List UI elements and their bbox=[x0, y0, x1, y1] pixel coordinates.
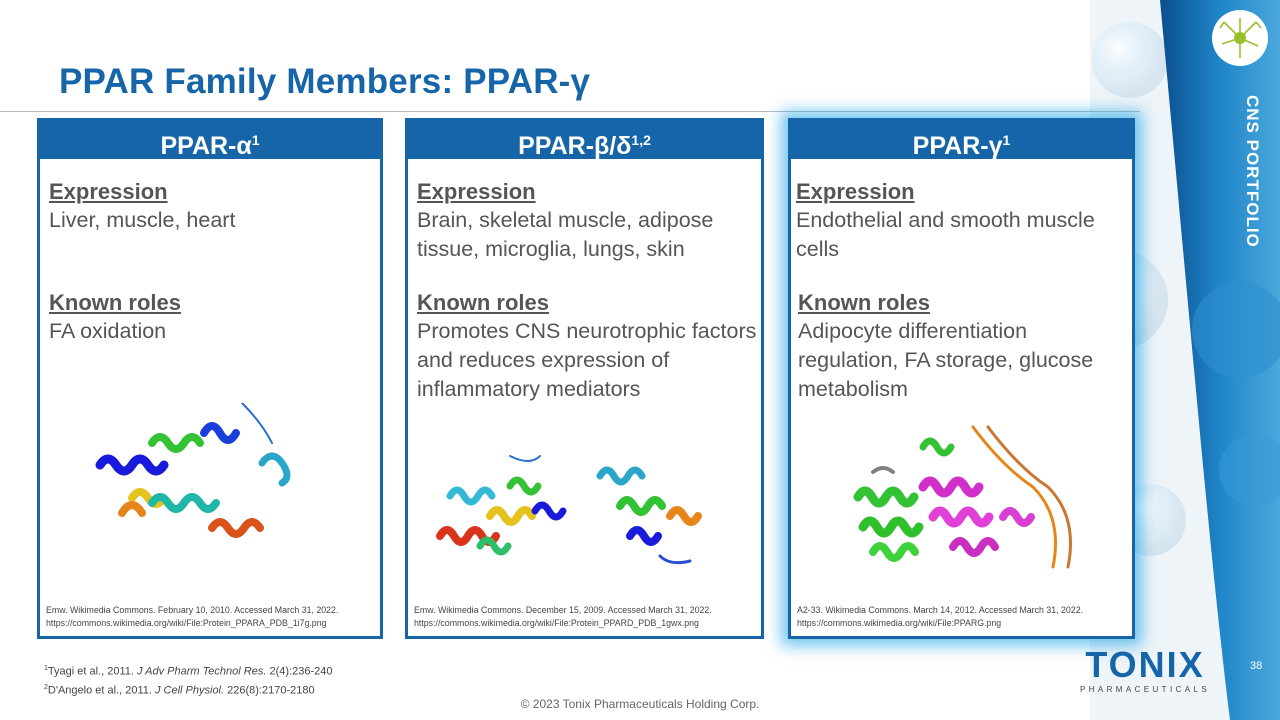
references bbox=[44, 661, 332, 698]
reference-authors: Tyagi et al., 2011. bbox=[47, 665, 137, 678]
protein-structure-image bbox=[853, 417, 1073, 582]
slide-title: PPAR Family Members: PPAR-γ bbox=[59, 62, 591, 101]
card-ppar-beta-delta bbox=[405, 118, 764, 639]
page-number: 38 bbox=[1250, 660, 1263, 672]
image-credit bbox=[46, 604, 376, 630]
header-superscript: 1,2 bbox=[631, 132, 651, 148]
protein-structure-image bbox=[430, 446, 720, 581]
expression-heading: Expression bbox=[796, 179, 915, 204]
credit-url: https://commons.wikimedia.org/wiki/File:Protein_PPARA_PDB_1i7g.png bbox=[46, 618, 327, 628]
reference-citation: 2(4):236-240 bbox=[266, 665, 333, 678]
header-superscript: 1 bbox=[251, 132, 260, 148]
card-header-text: PPAR-α bbox=[160, 132, 252, 160]
expression-heading: Expression bbox=[417, 179, 536, 204]
credit-url: https://commons.wikimedia.org/wiki/File:Protein_PPARD_PDB_1gwx.png bbox=[414, 618, 699, 628]
image-credit bbox=[414, 604, 757, 630]
card-header-text: PPAR-γ bbox=[912, 132, 1003, 160]
logo-subtitle: PHARMACEUTICALS bbox=[1079, 685, 1211, 694]
card-ppar-alpha bbox=[37, 118, 383, 639]
copyright-notice: © 2023 Tonix Pharmaceuticals Holding Corp. bbox=[520, 697, 760, 711]
card-header bbox=[40, 121, 380, 159]
cns-portfolio-label: CNS PORTFOLIO bbox=[1243, 94, 1262, 248]
known-roles-heading: Known roles bbox=[798, 290, 931, 315]
known-roles-text: FA oxidation bbox=[49, 319, 167, 343]
expression-heading: Expression bbox=[49, 179, 168, 204]
credit-line: Emw. Wikimedia Commons. December 15, 2009. Accessed March 31, 2022. bbox=[414, 605, 712, 615]
neuron-logo-icon bbox=[1212, 10, 1268, 66]
known-roles-heading: Known roles bbox=[49, 290, 182, 315]
card-header bbox=[791, 121, 1132, 159]
tonix-logo bbox=[1079, 645, 1211, 694]
reference-number: 1 bbox=[44, 665, 48, 672]
reference-citation: 226(8):2170-2180 bbox=[224, 684, 315, 697]
reference-authors: D'Angelo et al., 2011. bbox=[47, 684, 155, 697]
expression-text: Endothelial and smooth muscle cells bbox=[796, 208, 1095, 261]
known-roles-text: Promotes CNS neurotrophic factors and reduces expression of inflammatory mediators bbox=[417, 319, 757, 401]
reference-journal: J Cell Physiol. bbox=[154, 684, 225, 697]
credit-line: A2-33. Wikimedia Commons. March 14, 2012. Accessed March 31, 2022. bbox=[797, 605, 1084, 615]
card-ppar-gamma bbox=[788, 118, 1135, 639]
expression-text: Brain, skeletal muscle, adipose tissue, microglia, lungs, skin bbox=[417, 208, 714, 261]
credit-url: https://commons.wikimedia.org/wiki/File:PPARG.png bbox=[797, 618, 1002, 628]
known-roles-heading: Known roles bbox=[417, 290, 550, 315]
logo-wordmark: TONIX bbox=[1085, 644, 1205, 685]
image-credit bbox=[797, 604, 1128, 630]
reference-item bbox=[44, 661, 332, 680]
reference-journal: J Adv Pharm Technol Res. bbox=[136, 665, 267, 678]
known-roles-text: Adipocyte differentiation regulation, FA storage, glucose metabolism bbox=[798, 319, 1094, 401]
card-header-text: PPAR-β/δ bbox=[518, 132, 632, 160]
credit-line: Emw. Wikimedia Commons. February 10, 2010. Accessed March 31, 2022. bbox=[46, 605, 339, 615]
card-header bbox=[408, 121, 761, 159]
reference-item bbox=[44, 680, 332, 699]
title-divider bbox=[0, 111, 1140, 112]
expression-text: Liver, muscle, heart bbox=[49, 208, 236, 232]
protein-structure-image bbox=[92, 403, 302, 558]
header-superscript: 1 bbox=[1002, 132, 1011, 148]
reference-number: 2 bbox=[44, 683, 48, 691]
